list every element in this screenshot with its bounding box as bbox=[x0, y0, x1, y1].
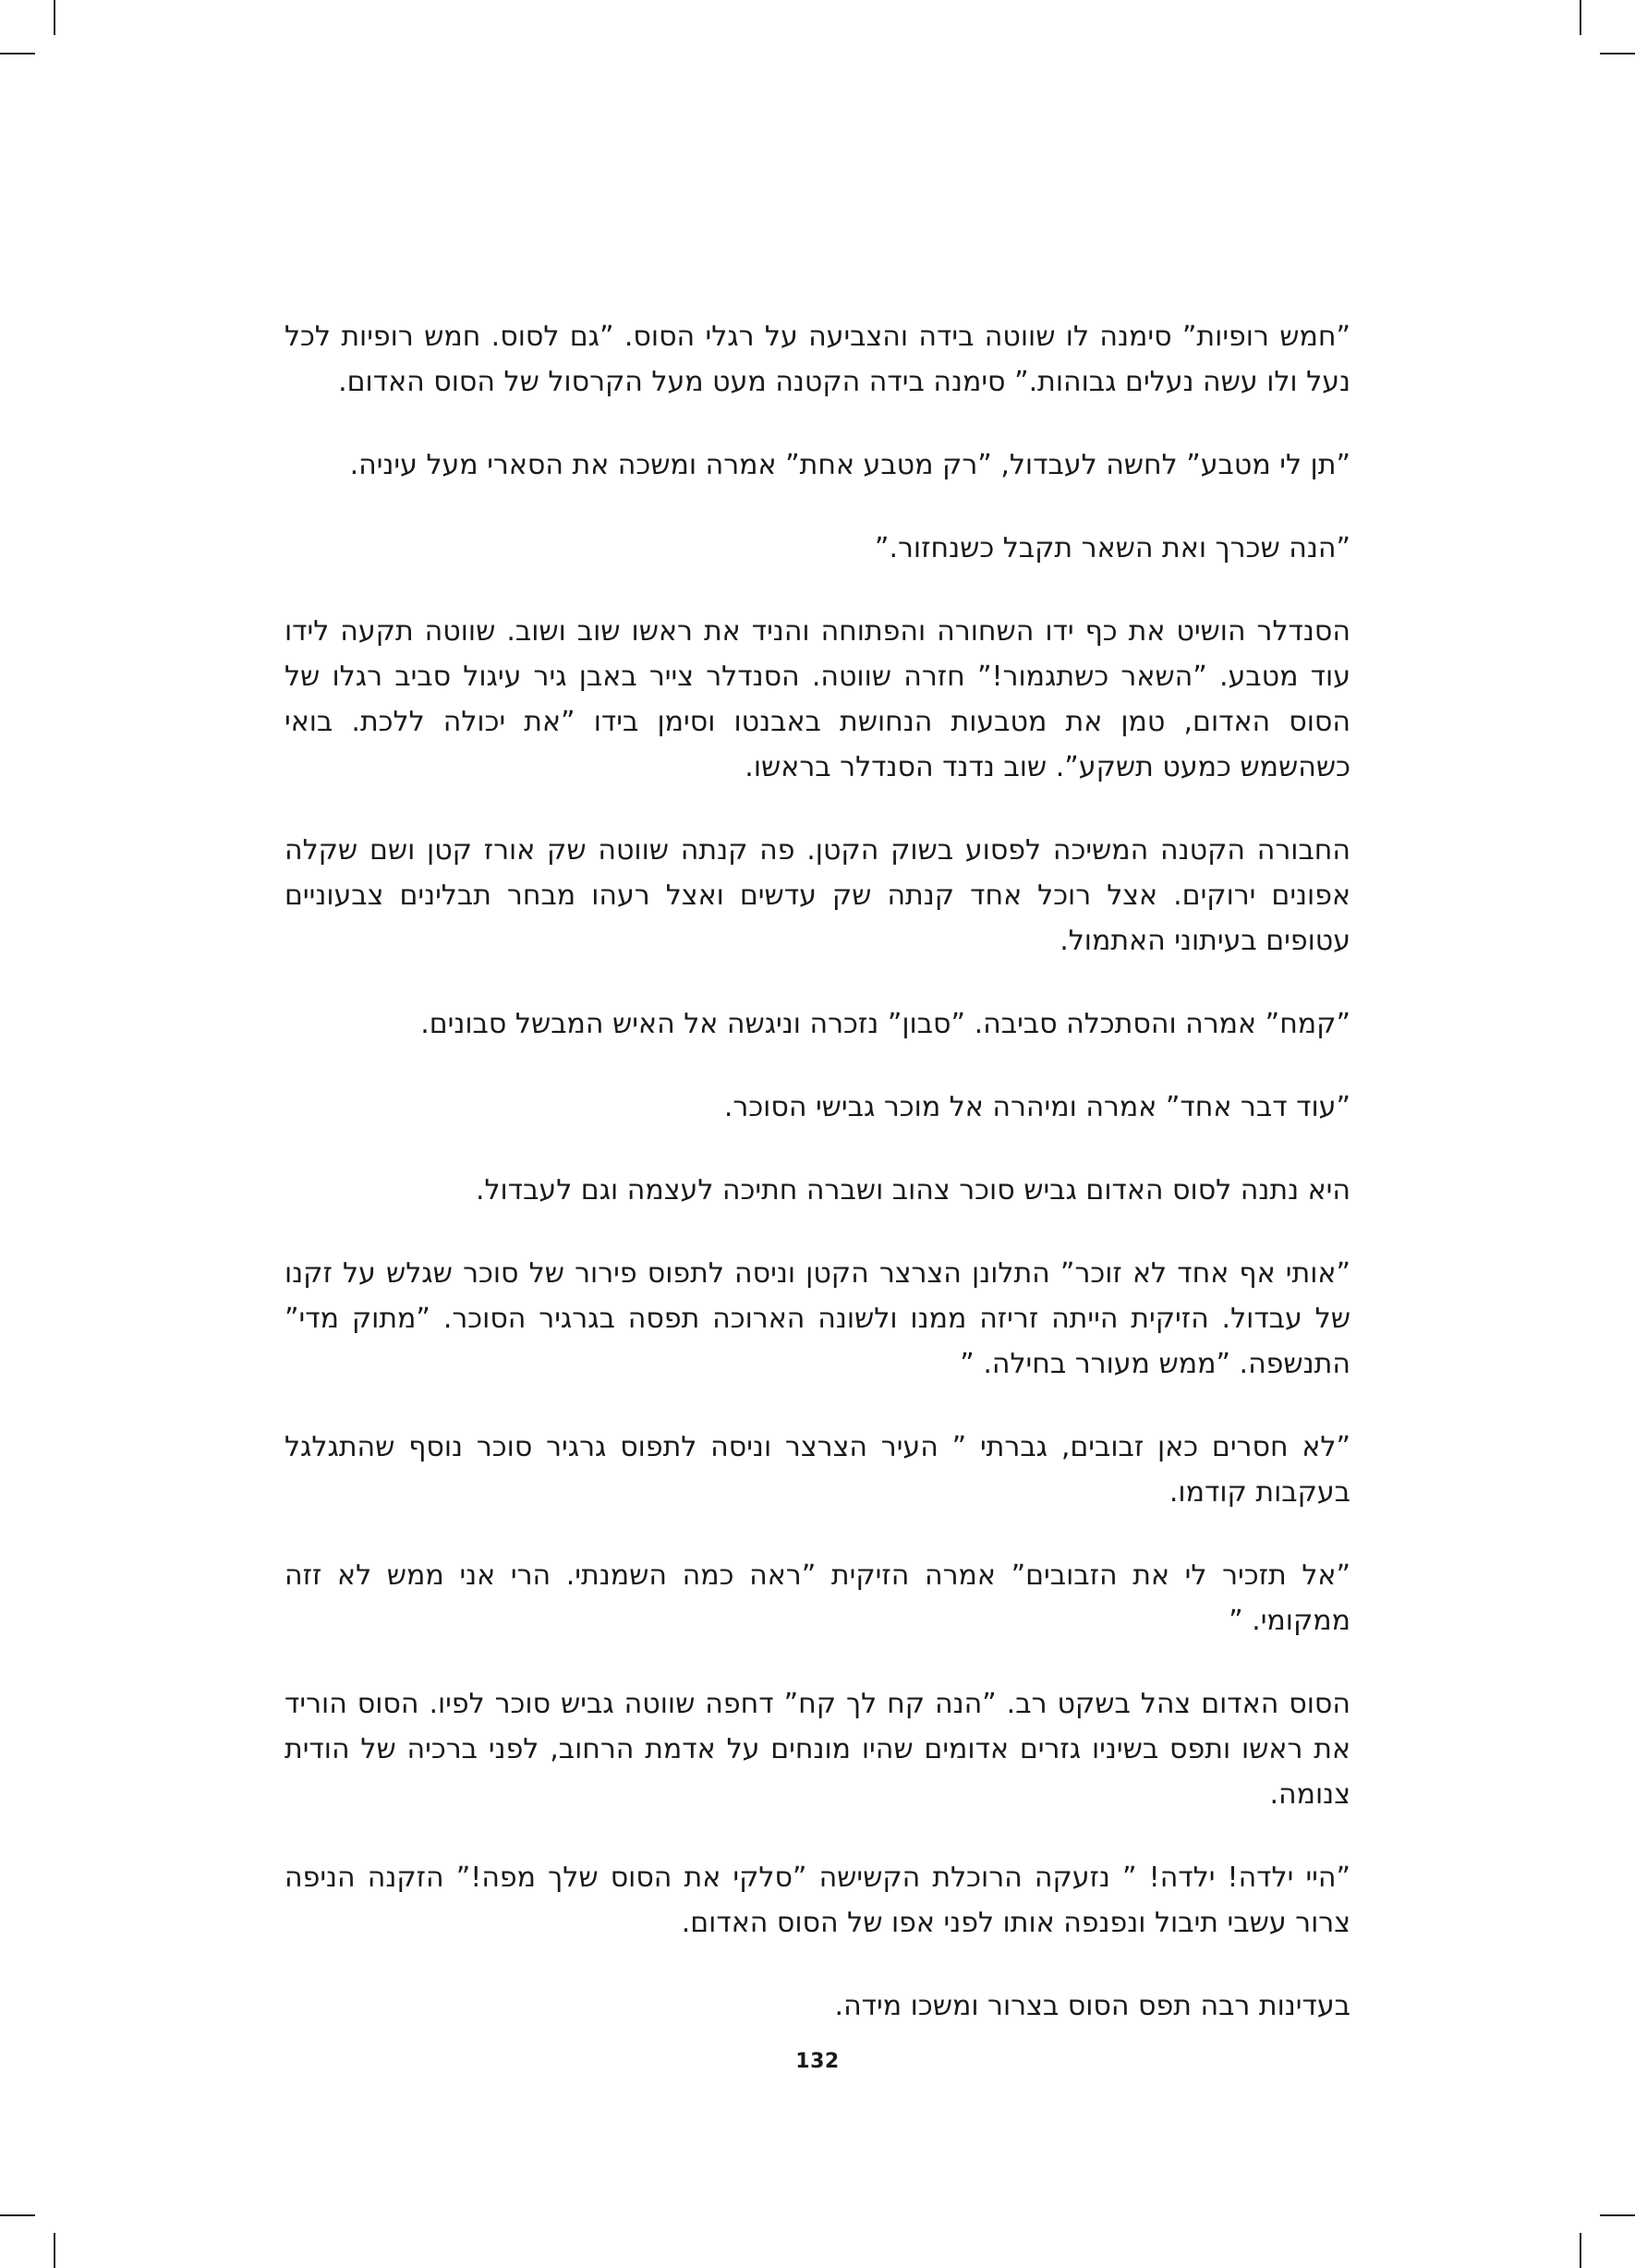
crop-mark-top-left-vertical bbox=[54, 0, 55, 35]
paragraph: ”לא חסרים כאן זבובים, גברתי ” העיר הצרצר וניסה לתפוס גרגיר סוכר נוסף שהתגלגל בעקבות קודמו. bbox=[285, 1431, 1350, 1509]
crop-mark-bottom-left-horizontal bbox=[0, 2214, 35, 2216]
crop-mark-top-right-horizontal bbox=[1600, 53, 1635, 55]
story-text bbox=[285, 314, 1350, 2067]
paragraph: הסנדלר הושיט את כף ידו השחורה והפתוחה והניד את ראשו שוב ושוב. שווטה תקעה לידו עוד מטבע. ”השאר כשתגמור!” חזרה שווטה. הסנדלר צייר באבן גיר עיגול סביב רגלו של הסוס האדום, טמן את מטבעות הנחושת באבנטו וסימן בידו ”את יכולה ללכת. בואי כשהשמש כמעט תשקע”. שוב נדנד הסנדלר בראשו. bbox=[285, 615, 1350, 783]
crop-mark-bottom-right-vertical bbox=[1580, 2233, 1581, 2268]
paragraph: ”אל תזכיר לי את הזבובים” אמרה הזיקית ”ראה כמה השמנתי. הרי אני ממש לא זזה ממקומי. ” bbox=[285, 1559, 1350, 1637]
crop-mark-top-right-vertical bbox=[1580, 0, 1581, 35]
paragraph: הסוס האדום צהל בשקט רב. ”הנה קח לך קח” דחפה שווטה גביש סוכר לפיו. הסוס הוריד את ראשו ותפס בשיניו גזרים אדומים שהיו מונחים על אדמת הרחוב, לפני ברכיה של הודית צנומה. bbox=[285, 1688, 1350, 1811]
paragraph: ”הנה שכרך ואת השאר תקבל כשנחזור.” bbox=[874, 532, 1350, 564]
crop-mark-bottom-right-horizontal bbox=[1600, 2214, 1635, 2216]
crop-mark-bottom-left-vertical bbox=[54, 2233, 55, 2268]
paragraph: החבורה הקטנה המשיכה לפסוע בשוק הקטן. פה קנתה שווטה שק אורז קטן ושם שקלה אפונים ירוקים. אצל רוכל אחד קנתה שק עדשים ואצל רעהו מבחר תבלינים צבעוניים עטופים בעיתוני האתמול. bbox=[285, 834, 1350, 957]
paragraph: ”קמח” אמרה והסתכלה סביבה. ”סבון” נזכרה וניגשה אל האיש המבשל סבונים. bbox=[420, 1008, 1350, 1040]
paragraph: בעדינות רבה תפס הסוס בצרור ומשכו מידה. bbox=[834, 1990, 1350, 2022]
paragraph: ”היי ילדה! ילדה! ” נזעקה הרוכלת הקשישה ”סלקי את הסוס שלך מפה!” הזקנה הניפה צרור עשבי תיבול ונפנפה אותו לפני אפו של הסוס האדום. bbox=[285, 1862, 1350, 1939]
page-number: 132 bbox=[795, 2050, 840, 2073]
paragraph: ”חמש רופיות” סימנה לו שווטה בידה והצביעה על רגלי הסוס. ”גם לסוס. חמש רופיות לכל נעל ולו עשה נעלים גבוהות.” סימנה בידה הקטנה מעט מעל הקרסול של הסוס האדום. bbox=[285, 321, 1350, 398]
paragraph: ”עוד דבר אחד” אמרה ומיהרה אל מוכר גבישי הסוכר. bbox=[723, 1091, 1350, 1123]
paragraph: ”אותי אף אחד לא זוכר” התלונן הצרצר הקטן וניסה לתפוס פירור של סוכר שגלש על זקנו של עבדול. הזיקית הייתה זריזה ממנו ולשונה הארוכה תפסה בגרגיר הסוכר. ”מתוק מדי” התנשפה. ”ממש מעורר בחילה. ” bbox=[285, 1257, 1350, 1380]
crop-mark-top-left-horizontal bbox=[0, 53, 35, 55]
paragraph: היא נתנה לסוס האדום גביש סוכר צהוב ושברה חתיכה לעצמה וגם לעבדול. bbox=[475, 1174, 1350, 1207]
paragraph: ”תן לי מטבע” לחשה לעבדול, ”רק מטבע אחת” אמרה ומשכה את הסארי מעל עיניה. bbox=[349, 449, 1350, 481]
